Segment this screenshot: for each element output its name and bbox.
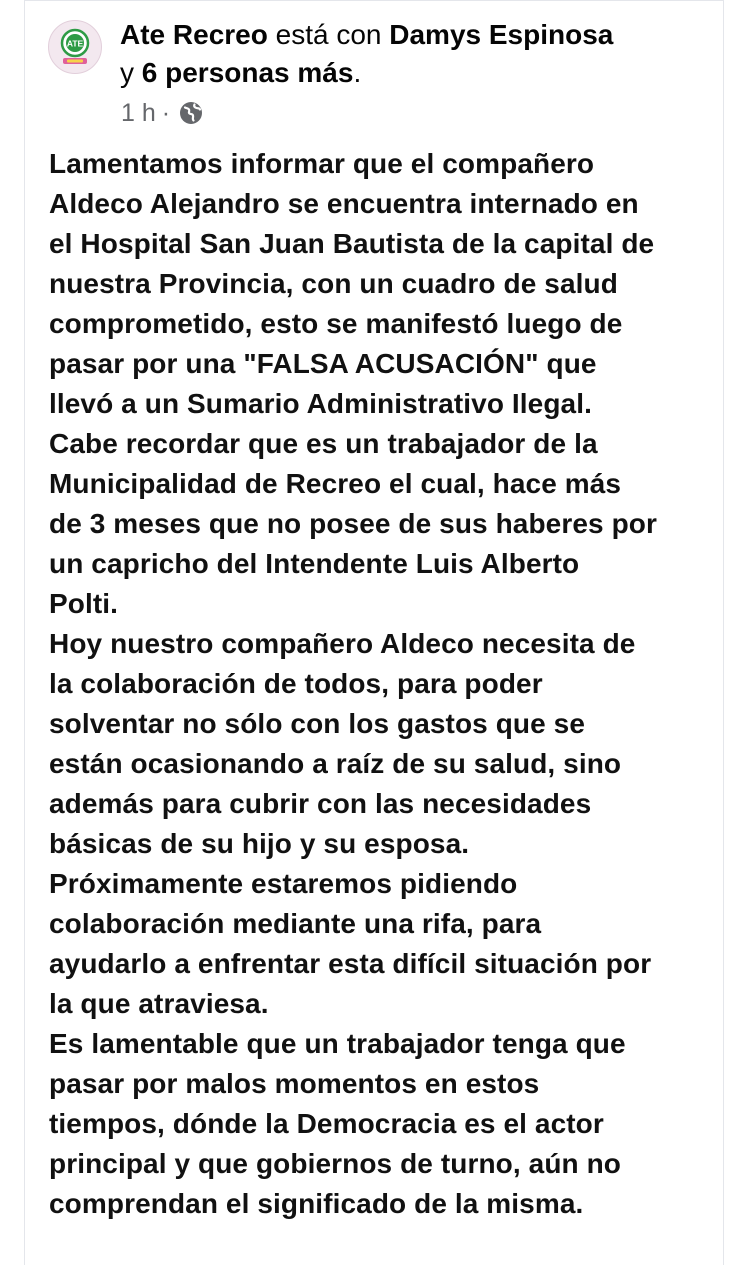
with-text: está con xyxy=(275,19,382,50)
header-period: . xyxy=(353,57,362,88)
and-text: y xyxy=(120,57,134,88)
avatar-logo-text: ATE xyxy=(66,38,84,49)
post-header xyxy=(120,16,710,92)
avatar[interactable] xyxy=(48,20,102,74)
post-paragraph: Es lamentable que un trabajador tenga que pasar por malos momentos en estos tiempos, dónde la Democracia es el actor principal y que gobiernos de turno, aún no comprendan el significado de la misma. xyxy=(49,1028,626,1219)
author-name[interactable]: Ate Recreo xyxy=(120,19,268,50)
ate-logo-icon xyxy=(49,21,101,73)
post-paragraph: Lamentamos informar que el compañero Aldeco Alejandro se encuentra internado en el Hospital San Juan Bautista de la capital de nuestra Provincia, con un cuadro de salud comprometido, esto se manifestó luego de pasar por una "FALSA ACUSACIÓN" que llevó a un Sumario Administrativo Ilegal. xyxy=(49,148,655,419)
others-link[interactable]: 6 personas más xyxy=(141,57,354,88)
globe-icon[interactable] xyxy=(178,100,204,126)
tagged-person[interactable]: Damys Espinosa xyxy=(389,19,614,50)
post-paragraph: Cabe recordar que es un trabajador de la Municipalidad de Recreo el cual, hace más de 3 meses que no posee de sus haberes por un capricho del Intendente Luis Alberto Polti. xyxy=(49,428,657,619)
post-timestamp[interactable]: 1 h xyxy=(121,98,156,127)
post-text xyxy=(49,144,719,1224)
post-meta xyxy=(121,98,204,128)
post-paragraph: Hoy nuestro compañero Aldeco necesita de la colaboración de todos, para poder solventar no sólo con los gastos que se están ocasionando a raíz de su salud, sino además para cubrir con las necesidades básicas de su hijo y su esposa. xyxy=(49,628,636,859)
post-paragraph: Próximamente estaremos pidiendo colaboración mediante una rifa, para ayudarlo a enfrentar esta difícil situación por la que atraviesa. xyxy=(49,868,652,1019)
meta-separator: · xyxy=(161,98,171,127)
